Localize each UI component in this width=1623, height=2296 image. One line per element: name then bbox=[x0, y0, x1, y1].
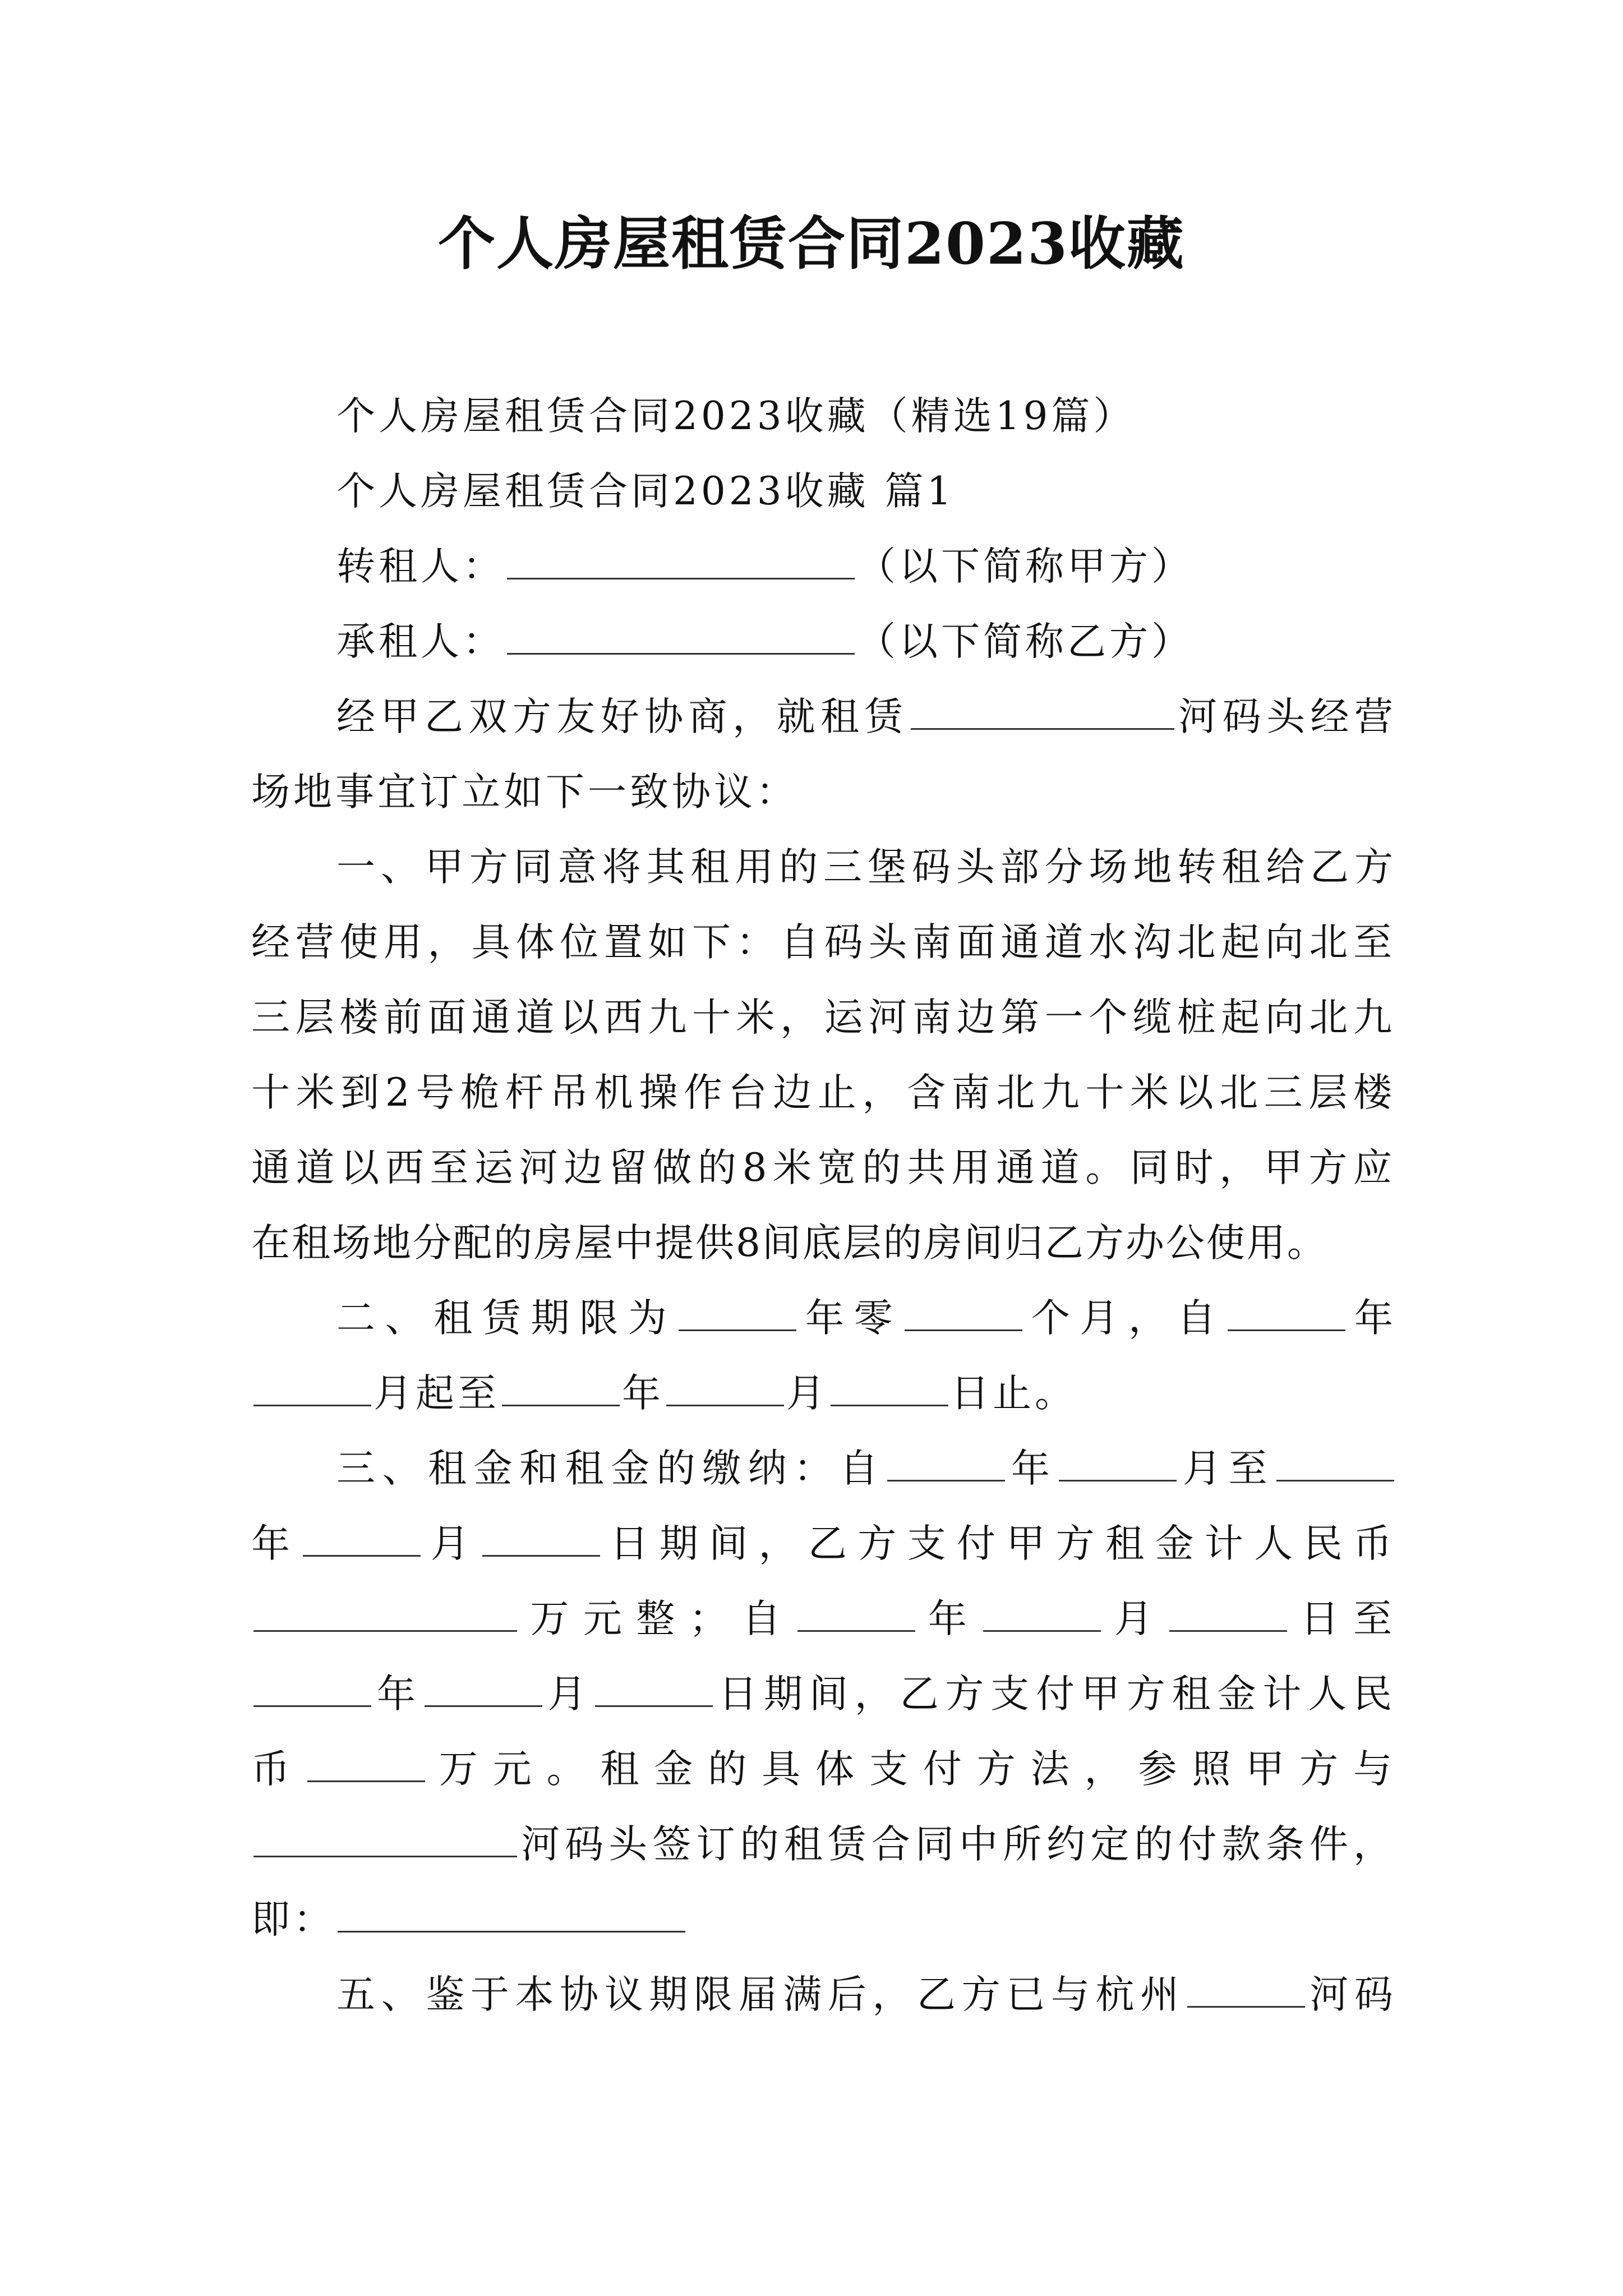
blank-field bbox=[679, 1296, 796, 1331]
blank-field bbox=[303, 1521, 421, 1557]
text-segment: 河码 bbox=[1307, 1972, 1397, 2017]
blank-field bbox=[797, 1596, 915, 1632]
paragraph-line bbox=[251, 764, 1395, 820]
document-title: 个人房屋租赁合同2023收藏 bbox=[438, 210, 1185, 278]
blank-field bbox=[666, 1371, 784, 1406]
text-segment: 年 bbox=[374, 1672, 422, 1717]
text-segment: 年 bbox=[917, 1596, 981, 1641]
text-segment: 月 bbox=[1103, 1596, 1168, 1641]
blank-field bbox=[502, 1371, 620, 1406]
text-segment: 币 bbox=[251, 1747, 305, 1792]
text-segment: 日期间，乙方支付甲方租金计人民币 bbox=[602, 1521, 1396, 1566]
paragraph-line bbox=[336, 1290, 1396, 1346]
paragraph-line bbox=[251, 1816, 1395, 1872]
text-segment: 年 bbox=[1348, 1296, 1396, 1341]
text-segment: 年 bbox=[1007, 1446, 1057, 1491]
text-segment: 场地事宜订立如下一致协议： bbox=[251, 770, 798, 815]
paragraph-line bbox=[336, 839, 1396, 895]
blank-field bbox=[905, 1296, 1022, 1331]
paragraph-line bbox=[336, 1967, 1396, 2023]
text-segment: 五、鉴于本协议期限届满后，乙方已与杭州 bbox=[336, 1972, 1185, 2017]
lessee-line bbox=[336, 614, 1396, 670]
text-segment: 经营使用，具体位置如下：自码头南面通道水沟北起向北至 bbox=[251, 920, 1395, 965]
paragraph-line bbox=[251, 1365, 1395, 1421]
subtitle-line bbox=[336, 388, 1396, 444]
section-heading bbox=[336, 463, 1396, 519]
text-segment: 三层楼前面通道以西九十米，运河南边第一个缆桩起向北九 bbox=[251, 995, 1395, 1040]
paragraph-line bbox=[251, 1741, 1395, 1797]
blank-field bbox=[425, 1672, 542, 1707]
blank-field bbox=[595, 1672, 713, 1707]
blank-field bbox=[253, 1596, 517, 1632]
text-segment: 日期间，乙方支付甲方租金计人民 bbox=[715, 1672, 1396, 1717]
blank-field bbox=[1276, 1446, 1394, 1481]
blank-field bbox=[253, 1672, 371, 1707]
text-segment: 月起至 bbox=[374, 1371, 500, 1416]
blank-field bbox=[307, 1747, 425, 1782]
blank-field bbox=[887, 1446, 1005, 1481]
paragraph-line bbox=[251, 1516, 1395, 1572]
text-segment: 即： bbox=[251, 1897, 335, 1942]
paragraph-line bbox=[251, 1591, 1395, 1647]
blank-field bbox=[507, 544, 855, 579]
paragraph-line bbox=[251, 914, 1395, 970]
text-segment: 二、租赁期限为 bbox=[336, 1296, 677, 1341]
blank-field bbox=[1169, 1596, 1287, 1632]
text-segment: 通道以西至运河边留做的8米宽的共用通道。同时，甲方应 bbox=[251, 1145, 1395, 1190]
blank-field bbox=[1187, 1972, 1305, 2008]
text-segment: 个人房屋租赁合同2023收藏（精选19篇） bbox=[336, 394, 1136, 439]
text-segment: 月 bbox=[544, 1672, 593, 1717]
text-segment: 三、租金和租金的缴纳：自 bbox=[336, 1446, 886, 1491]
blank-field bbox=[983, 1596, 1101, 1632]
blank-field bbox=[253, 1371, 371, 1406]
paragraph-line bbox=[251, 1140, 1395, 1196]
paragraph-line bbox=[251, 1065, 1395, 1121]
text-segment: 年零 bbox=[799, 1296, 903, 1341]
text-segment: 十米到2号桅杆吊机操作台边止，含南北九十米以北三层楼 bbox=[251, 1070, 1395, 1115]
text-segment: 万元。租金的具体支付方法，参照甲方与 bbox=[427, 1747, 1396, 1792]
paragraph-line bbox=[336, 689, 1396, 745]
blank-field bbox=[507, 619, 855, 655]
blank-field bbox=[1059, 1446, 1177, 1481]
paragraph-line bbox=[251, 1215, 1395, 1271]
blank-field bbox=[831, 1371, 948, 1406]
text-segment: 月 bbox=[423, 1521, 481, 1566]
text-segment: 月至 bbox=[1179, 1446, 1275, 1491]
blank-field bbox=[1228, 1296, 1345, 1331]
text-segment: （以下简称乙方） bbox=[857, 619, 1193, 664]
text-segment: 年 bbox=[251, 1521, 301, 1566]
blank-field bbox=[482, 1521, 600, 1557]
blank-field bbox=[911, 694, 1174, 730]
text-segment: 个人房屋租赁合同2023收藏 篇1 bbox=[336, 469, 955, 514]
text-segment: 年 bbox=[622, 1371, 664, 1416]
paragraph-line bbox=[336, 1441, 1396, 1497]
text-segment: 一、甲方同意将其租用的三堡码头部分场地转租给乙方 bbox=[336, 845, 1396, 890]
paragraph-line bbox=[251, 1666, 1395, 1722]
text-segment: 月 bbox=[786, 1371, 828, 1416]
paragraph-line bbox=[251, 1892, 1395, 1948]
text-segment: （以下简称甲方） bbox=[857, 544, 1193, 589]
blank-field bbox=[338, 1897, 685, 1932]
blank-field bbox=[253, 1822, 517, 1857]
text-segment: 河码头签订的租赁合同中所约定的付款条件， bbox=[519, 1822, 1395, 1867]
text-segment: 个月，自 bbox=[1025, 1296, 1226, 1341]
text-segment: 万元整；自 bbox=[519, 1596, 795, 1641]
text-segment: 转租人： bbox=[336, 544, 505, 589]
text-segment: 日止。 bbox=[951, 1371, 1077, 1416]
sublessor-line bbox=[336, 539, 1396, 595]
text-segment: 承租人： bbox=[336, 619, 505, 664]
paragraph-line bbox=[251, 990, 1395, 1046]
text-segment: 河码头经营 bbox=[1176, 694, 1397, 739]
text-segment: 在租场地分配的房屋中提供8间底层的房间归乙方办公使用。 bbox=[251, 1221, 1327, 1266]
text-segment: 经甲乙双方友好协商，就租赁 bbox=[336, 694, 909, 739]
text-segment: 日至 bbox=[1289, 1596, 1396, 1641]
